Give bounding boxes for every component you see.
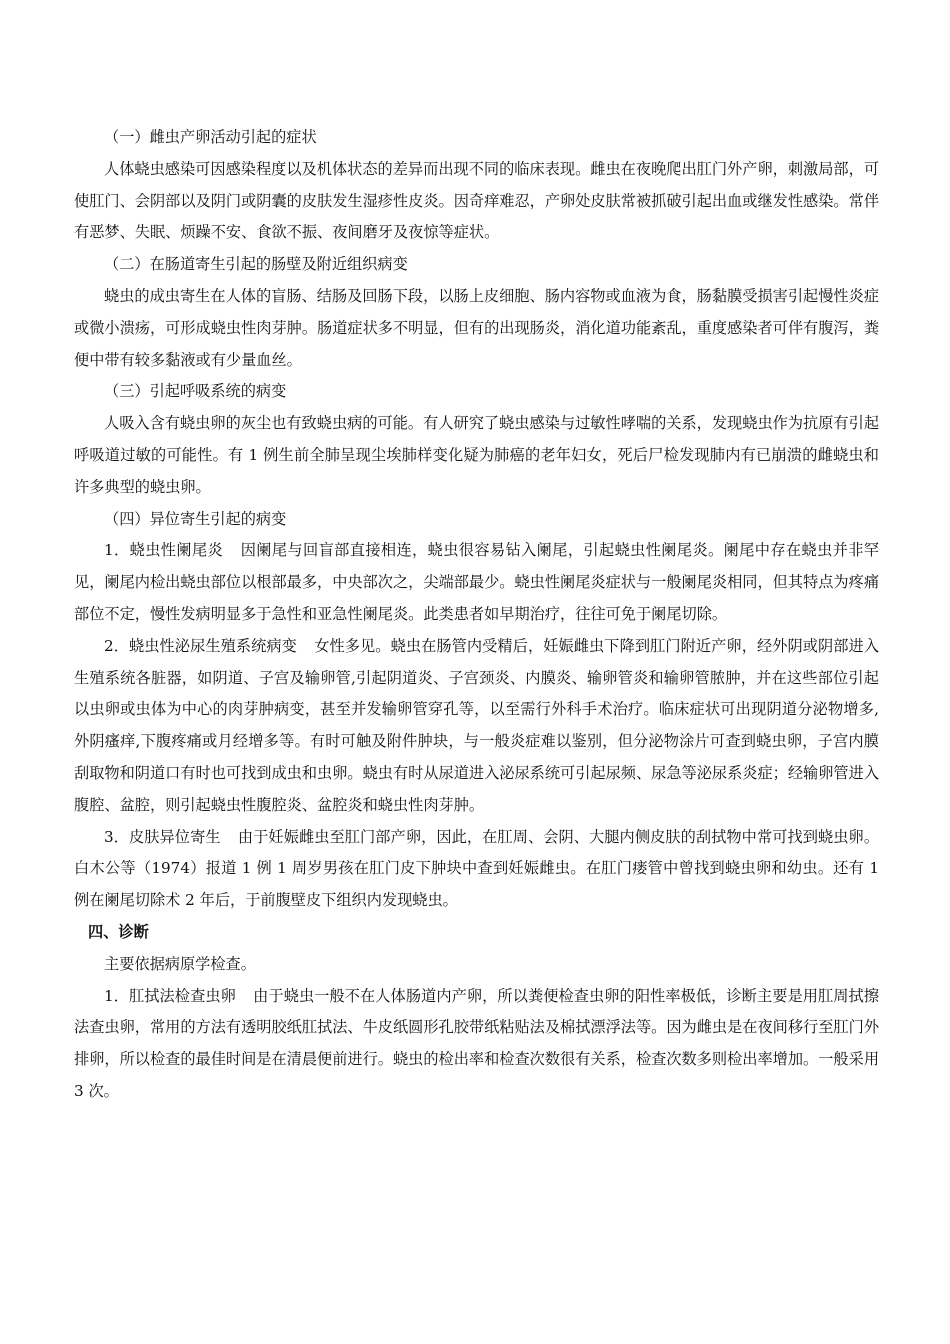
item-lead: 3．皮肤异位寄生 (104, 827, 221, 846)
subsection-heading-3: （三）引起呼吸系统的病变 (104, 382, 287, 401)
list-item-appendicitis (74, 535, 879, 630)
item-lead: 1．蛲虫性阑尾炎 (104, 541, 224, 560)
section-heading-diagnosis: 四、诊断 (88, 922, 149, 941)
item-text: 因阑尾与回盲部直接相连，蛲虫很容易钻入阑尾，引起蛲虫性阑尾炎。阑尾中存在蛲虫并非罕见，阑尾内检出蛲虫部位以根部最多，中央部次之，尖端部最少。蛲虫性阑尾炎症状与一般阑尾炎相同，但其特点为疼痛部位不定，慢性发病明显多于急性和亚急性阑尾炎。此类患者如早期治疗，往往可免于阑尾切除。 (74, 541, 879, 623)
item-text: 女性多见。蛲虫在肠管内受精后，妊娠雌虫下降到肛门附近产卵，经外阴或阴部进入生殖系统各脏器，如阴道、子宫及输卵管,引起阴道炎、子宫颈炎、内膜炎、输卵管炎和输卵管脓肿，并在这些部位引起以虫卵或虫体为中心的肉芽肿病变，甚至并发输卵管穿孔等，以至需行外科手术治疗。临床症状可出现阴道分泌物增多,外阴瘙痒,下腹疼痛或月经增多等。有时可触及附件肿块，与一般炎症难以鉴别，但分泌物涂片可查到蛲虫卵，子宫内膜刮取物和阴道口有时也可找到成虫和虫卵。蛲虫有时从尿道进入泌尿系统可引起尿频、尿急等泌尿系炎症；经输卵管进入腹腔、盆腔，则引起蛲虫性腹腔炎、盆腔炎和蛲虫性肉芽肿。 (74, 636, 880, 814)
list-item-skin (74, 822, 879, 917)
item-lead: 1．肛拭法检查虫卵 (104, 986, 236, 1005)
paragraph-intestinal: 蛲虫的成虫寄生在人体的盲肠、结肠及回肠下段，以肠上皮细胞、肠内容物或血液为食，肠黏膜受损害引起慢性炎症或微小溃疡，可形成蛲虫性肉芽肿。肠道症状多不明显，但有的出现肠炎，消化道功能紊乱，重度感染者可伴有腹泻，粪便中带有较多黏液或有少量血丝。 (74, 286, 879, 369)
subsection-heading-4: （四）异位寄生引起的病变 (104, 509, 287, 528)
subsection-heading-2: （二）在肠道寄生引起的肠壁及附近组织病变 (104, 255, 408, 274)
paragraph-diagnosis-intro: 主要依据病原学检查。 (104, 954, 256, 973)
item-text: 由于蛲虫一般不在人体肠道内产卵，所以粪便检查虫卵的阳性率极低，诊断主要是用肛周拭擦法查虫卵，常用的方法有透明胶纸肛拭法、牛皮纸圆形孔胶带纸粘贴法及棉拭漂浮法等。因为雌虫是在夜间移行至肛门外排卵，所以检查的最佳时间是在清晨便前进行。蛲虫的检出率和检查次数很有关系，检查次数多则检出率增加。一般采用 3 次。 (74, 986, 880, 1100)
list-item-anal-swab (74, 981, 879, 1108)
document-page (74, 122, 879, 1108)
paragraph-symptoms: 人体蛲虫感染可因感染程度以及机体状态的差异而出现不同的临床表现。雌虫在夜晚爬出肛门外产卵，刺激局部，可使肛门、会阴部以及阴门或阴囊的皮肤发生湿疹性皮炎。因奇痒难忍，产卵处皮肤常被抓破引起出血或继发性感染。常伴有恶梦、失眠、烦躁不安、食欲不振、夜间磨牙及夜惊等症状。 (74, 159, 879, 242)
paragraph-respiratory: 人吸入含有蛲虫卵的灰尘也有致蛲虫病的可能。有人研究了蛲虫感染与过敏性哮喘的关系，发现蛲虫作为抗原有引起呼吸道过敏的可能性。有 1 例生前全肺呈现尘埃肺样变化疑为肺癌的老年妇女，死后尸检发现肺内有已崩溃的雌蛲虫和许多典型的蛲虫卵。 (74, 414, 879, 496)
list-item-urogenital (74, 631, 879, 822)
item-text: 由于妊娠雌虫至肛门部产卵，因此，在肛周、会阴、大腿内侧皮肤的刮拭物中常可找到蛲虫卵。白木公等（1974）报道 1 例 1 周岁男孩在肛门皮下肿块中查到妊娠雌虫。在肛门瘘管中曾找到蛲虫卵和幼虫。还有 1 例在阑尾切除术 2 年后，于前腹壁皮下组织内发现蛲虫。 (74, 827, 880, 910)
item-lead: 2．蛲虫性泌尿生殖系统病变 (104, 636, 297, 655)
subsection-heading-1: （一）雌虫产卵活动引起的症状 (104, 128, 317, 146)
